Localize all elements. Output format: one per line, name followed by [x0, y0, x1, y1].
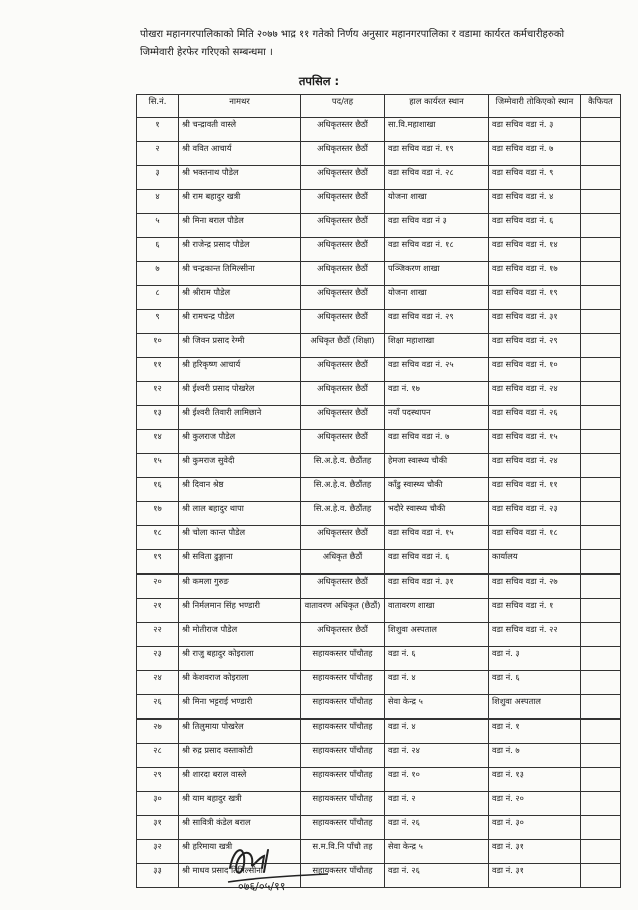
cell-post: अधिकृतस्तर छैठौं [301, 526, 385, 550]
cell-post: सहायकस्तर पाँचौतह [301, 816, 385, 840]
cell-assigned-place: वडा सचिव वडा नं. २७ [489, 574, 581, 599]
col-header-name: नामथर [179, 95, 301, 118]
cell-name: श्री माधव प्रसाद तिमिल्सीना [179, 864, 301, 888]
cell-name: श्री चोला कान्त पौडेल [179, 526, 301, 550]
cell-sn: ३ [137, 166, 179, 190]
cell-sn: २० [137, 574, 179, 599]
table-row [137, 286, 621, 310]
cell-assigned-place: वडा सचिव वडा नं. ११ [489, 478, 581, 502]
cell-assigned-place: वडा सचिव वडा नं. १ [489, 599, 581, 623]
cell-name: श्री दिवान श्रेष्ठ [179, 478, 301, 502]
cell-sn: ७ [137, 262, 179, 286]
cell-current-place: काँडु स्वास्थ्य चौकी [385, 478, 489, 502]
signature-date: ०७६/०५/११ [238, 880, 286, 892]
cell-current-place: पञ्जिकरण शाखा [385, 262, 489, 286]
cell-assigned-place: वडा नं. ७ [489, 744, 581, 768]
cell-post: सि.अ.हे.व. छैठौंतह [301, 454, 385, 478]
cell-sn: ३३ [137, 864, 179, 888]
cell-assigned-place: वडा सचिव वडा नं. ९ [489, 166, 581, 190]
cell-post: अधिकृतस्तर छैठौं [301, 358, 385, 382]
table-row [137, 406, 621, 430]
cell-post: सहायकस्तर पाँचौतह [301, 768, 385, 792]
cell-sn: २८ [137, 744, 179, 768]
cell-post: अधिकृतस्तर छैठौं [301, 238, 385, 262]
cell-current-place: वडा नं. २४ [385, 744, 489, 768]
cell-remarks [581, 142, 621, 166]
cell-post: अधिकृत छैठौं (शिक्षा) [301, 334, 385, 358]
cell-assigned-place: वडा नं. ३ [489, 647, 581, 671]
cell-current-place: वडा सचिव वडा नं. ३१ [385, 574, 489, 599]
table-row [137, 358, 621, 382]
cell-assigned-place: वडा सचिव वडा नं. १८ [489, 526, 581, 550]
cell-current-place: सेवा केन्द्र ५ [385, 695, 489, 720]
cell-post: अधिकृतस्तर छैठौं [301, 118, 385, 142]
cell-assigned-place: कार्यालय [489, 550, 581, 575]
table-row [137, 334, 621, 358]
table-row [137, 671, 621, 695]
cell-post: सहायकस्तर पाँचौतह [301, 719, 385, 744]
table-row [137, 840, 621, 864]
cell-sn: १५ [137, 454, 179, 478]
cell-remarks [581, 647, 621, 671]
cell-remarks [581, 864, 621, 888]
cell-current-place: सेवा केन्द्र ५ [385, 840, 489, 864]
cell-assigned-place: वडा नं. ३० [489, 816, 581, 840]
cell-sn: १९ [137, 550, 179, 575]
cell-post: सहायकस्तर पाँचौतह [301, 864, 385, 888]
cell-sn: ८ [137, 286, 179, 310]
cell-assigned-place: वडा सचिव वडा नं. २४ [489, 382, 581, 406]
cell-name: श्री मोतीराज पौडेल [179, 623, 301, 647]
cell-remarks [581, 406, 621, 430]
cell-current-place: वडा नं. २ [385, 792, 489, 816]
cell-assigned-place: वडा सचिव वडा नं. ३ [489, 118, 581, 142]
table-row [137, 550, 621, 575]
intro-text: पोखरा महानगरपालिकाको मिति २०७७ भाद्र ११ गतेको निर्णय अनुसार महानगरपालिका र वडामा कार्यरत कर्मचारीहरुको जिम्मेवारी हेरफेर गरिएको सम्बन्धमा । [140, 29, 565, 58]
cell-assigned-place: वडा सचिव वडा नं. २२ [489, 623, 581, 647]
table-row [137, 214, 621, 238]
table-row [137, 623, 621, 647]
col-header-current-place: हाल कार्यरत स्थान [385, 95, 489, 118]
table-row [137, 864, 621, 888]
table-row [137, 526, 621, 550]
table-row [137, 574, 621, 599]
cell-remarks [581, 190, 621, 214]
cell-name: श्री रुद्र प्रसाद वस्ताकोटी [179, 744, 301, 768]
cell-remarks [581, 502, 621, 526]
cell-name: श्री तिलुमाया पोखरेल [179, 719, 301, 744]
cell-remarks [581, 623, 621, 647]
cell-name: श्री केशवराज कोइराला [179, 671, 301, 695]
table-row [137, 768, 621, 792]
table-row [137, 744, 621, 768]
col-header-post: पद/तह [301, 95, 385, 118]
cell-current-place: नयाँ पदस्थापन [385, 406, 489, 430]
cell-current-place: वातावरण शाखा [385, 599, 489, 623]
cell-remarks [581, 310, 621, 334]
cell-post: अधिकृतस्तर छैठौं [301, 623, 385, 647]
cell-assigned-place: वडा सचिव वडा नं. १९ [489, 286, 581, 310]
cell-remarks [581, 334, 621, 358]
cell-name: श्री हरिमाया खत्री [179, 840, 301, 864]
cell-assigned-place: वडा सचिव वडा नं. २४ [489, 454, 581, 478]
cell-post: सहायकस्तर पाँचौतह [301, 647, 385, 671]
cell-current-place: वडा नं. ६ [385, 647, 489, 671]
cell-assigned-place: वडा नं. ३१ [489, 840, 581, 864]
section-heading: तपसिल : [298, 74, 340, 88]
cell-name: श्री याम बहादुर खत्री [179, 792, 301, 816]
cell-post: सहायकस्तर पाँचौतह [301, 671, 385, 695]
cell-name: श्री राजु बहादुर कोइराला [179, 647, 301, 671]
cell-current-place: वडा सचिव वडा नं. १९ [385, 142, 489, 166]
cell-sn: २७ [137, 719, 179, 744]
cell-post: सि.अ.हे.व. छैठौंतह [301, 478, 385, 502]
cell-assigned-place: वडा सचिव वडा नं. ३१ [489, 310, 581, 334]
cell-name: श्री रामचन्द्र पौडेल [179, 310, 301, 334]
cell-post: सहायकस्तर पाँचौतह [301, 792, 385, 816]
cell-sn: ४ [137, 190, 179, 214]
cell-sn: १४ [137, 430, 179, 454]
cell-assigned-place: वडा नं. ३१ [489, 864, 581, 888]
cell-name: श्री सावित्री कंडेल बराल [179, 816, 301, 840]
cell-post: अधिकृतस्तर छैठौं [301, 574, 385, 599]
table-row [137, 118, 621, 142]
table-row [137, 816, 621, 840]
cell-name: श्री निर्मलमान सिंह भण्डारी [179, 599, 301, 623]
cell-sn: १३ [137, 406, 179, 430]
cell-current-place: सा.वि.महाशाखा [385, 118, 489, 142]
table-row [137, 382, 621, 406]
cell-current-place: वडा सचिव वडा नं. १८ [385, 238, 489, 262]
cell-current-place: योजना शाखा [385, 286, 489, 310]
cell-assigned-place: वडा नं. २० [489, 792, 581, 816]
cell-remarks [581, 286, 621, 310]
cell-post: अधिकृतस्तर छैठौं [301, 214, 385, 238]
cell-assigned-place: वडा सचिव वडा नं. १७ [489, 262, 581, 286]
signature-mark [224, 838, 334, 892]
cell-sn: १० [137, 334, 179, 358]
cell-assigned-place: वडा नं. १ [489, 719, 581, 744]
cell-name: श्री मिना भट्टराई भण्डारी [179, 695, 301, 720]
cell-post: अधिकृतस्तर छैठौं [301, 406, 385, 430]
cell-current-place: वडा सचिव वडा नं. १५ [385, 526, 489, 550]
cell-current-place: वडा सचिव वडा नं. ६ [385, 550, 489, 575]
cell-assigned-place: वडा सचिव वडा नं. १५ [489, 430, 581, 454]
cell-assigned-place: वडा सचिव वडा नं. १४ [489, 238, 581, 262]
table-row [137, 430, 621, 454]
cell-name: श्री कुमराज सुवेदी [179, 454, 301, 478]
cell-assigned-place: वडा नं. ६ [489, 671, 581, 695]
cell-post: सहायकस्तर पाँचौतह [301, 744, 385, 768]
cell-sn: १२ [137, 382, 179, 406]
cell-current-place: वडा नं. २६ [385, 816, 489, 840]
cell-assigned-place: वडा सचिव वडा नं. १० [489, 358, 581, 382]
cell-remarks [581, 358, 621, 382]
cell-name: श्री भक्तनाथ पौडेल [179, 166, 301, 190]
cell-remarks [581, 118, 621, 142]
cell-sn: ११ [137, 358, 179, 382]
cell-name: श्री ईश्वरी तिवारी लामिछाने [179, 406, 301, 430]
cell-name: श्री राजेन्द्र प्रसाद पौडेल [179, 238, 301, 262]
col-header-remarks: कैफियत [581, 95, 621, 118]
cell-current-place: वडा नं. ४ [385, 671, 489, 695]
cell-current-place: वडा सचिव वडा नं. ७ [385, 430, 489, 454]
cell-current-place: वडा नं. २६ [385, 864, 489, 888]
cell-remarks [581, 262, 621, 286]
cell-name: श्री चन्द्रकान्त तिमिल्सीना [179, 262, 301, 286]
cell-sn: १७ [137, 502, 179, 526]
table-row [137, 238, 621, 262]
table-row [137, 142, 621, 166]
cell-assigned-place: वडा नं. १३ [489, 768, 581, 792]
cell-post: सहायकस्तर पाँचौतह [301, 695, 385, 720]
cell-remarks [581, 238, 621, 262]
cell-assigned-place: वडा सचिव वडा नं. २६ [489, 406, 581, 430]
cell-name: श्री कुलराज पौडेल [179, 430, 301, 454]
cell-sn: २४ [137, 671, 179, 695]
table-header-row [137, 95, 621, 118]
cell-assigned-place: वडा सचिव वडा नं. ४ [489, 190, 581, 214]
cell-sn: ६ [137, 238, 179, 262]
cell-remarks [581, 599, 621, 623]
cell-current-place: वडा नं. १० [385, 768, 489, 792]
cell-remarks [581, 816, 621, 840]
cell-post: अधिकृतस्तर छैठौं [301, 430, 385, 454]
table-row [137, 792, 621, 816]
cell-remarks [581, 454, 621, 478]
cell-post: अधिकृतस्तर छैठौं [301, 310, 385, 334]
cell-sn: ३१ [137, 816, 179, 840]
col-header-assigned-place: जिम्मेवारी तोकिएको स्थान [489, 95, 581, 118]
cell-name: श्री शारदा बराल वास्ले [179, 768, 301, 792]
table-row [137, 647, 621, 671]
cell-sn: १८ [137, 526, 179, 550]
cell-current-place: योजना शाखा [385, 190, 489, 214]
cell-current-place: शिक्षा महाशाखा [385, 334, 489, 358]
cell-name: श्री लाल बहादुर थापा [179, 502, 301, 526]
cell-remarks [581, 744, 621, 768]
cell-remarks [581, 526, 621, 550]
cell-sn: १६ [137, 478, 179, 502]
cell-remarks [581, 719, 621, 744]
cell-assigned-place: वडा सचिव वडा नं. २३ [489, 502, 581, 526]
cell-sn: २९ [137, 768, 179, 792]
table-row [137, 478, 621, 502]
cell-sn: ५ [137, 214, 179, 238]
cell-assigned-place: वडा सचिव वडा नं. २९ [489, 334, 581, 358]
cell-remarks [581, 840, 621, 864]
cell-assigned-place: शिशुवा अस्पताल [489, 695, 581, 720]
cell-remarks [581, 550, 621, 575]
cell-remarks [581, 768, 621, 792]
cell-name: श्री मिना बराल पौडेल [179, 214, 301, 238]
cell-name: श्री ईश्वरी प्रसाद पोखरेल [179, 382, 301, 406]
cell-sn: ३२ [137, 840, 179, 864]
cell-post: अधिकृतस्तर छैठौं [301, 382, 385, 406]
table-row [137, 190, 621, 214]
cell-post: अधिकृतस्तर छैठौं [301, 286, 385, 310]
table-row [137, 166, 621, 190]
cell-name: श्री हरिकृष्ण आचार्य [179, 358, 301, 382]
cell-post: अधिकृतस्तर छैठौं [301, 166, 385, 190]
cell-remarks [581, 430, 621, 454]
cell-sn: २ [137, 142, 179, 166]
cell-post: अधिकृतस्तर छैठौं [301, 142, 385, 166]
cell-remarks [581, 214, 621, 238]
cell-name: श्री सविता ढुङ्गाना [179, 550, 301, 575]
cell-name: श्री श्रीराम पौडेल [179, 286, 301, 310]
cell-current-place: वडा सचिव वडा नं. २५ [385, 358, 489, 382]
cell-post: अधिकृतस्तर छैठौं [301, 262, 385, 286]
col-header-sn: सि.नं. [137, 95, 179, 118]
cell-current-place: शिशुवा अस्पताल [385, 623, 489, 647]
table-body [137, 118, 621, 888]
cell-current-place: वडा सचिव वडा नं ३ [385, 214, 489, 238]
staff-assignment-table [136, 94, 621, 888]
cell-assigned-place: वडा सचिव वडा नं. ६ [489, 214, 581, 238]
table-row [137, 719, 621, 744]
cell-sn: १ [137, 118, 179, 142]
cell-sn: २२ [137, 623, 179, 647]
table-row [137, 262, 621, 286]
table-row [137, 599, 621, 623]
cell-current-place: वडा नं. १७ [385, 382, 489, 406]
cell-current-place: भदौरे स्वास्थ्य चौकी [385, 502, 489, 526]
table-row [137, 454, 621, 478]
table-row [137, 310, 621, 334]
cell-sn: २६ [137, 695, 179, 720]
cell-post: सि.अ.हे.व. छैठौंतह [301, 502, 385, 526]
cell-post: वातावरण अधिकृत (छैठौं) [301, 599, 385, 623]
cell-current-place: वडा सचिव वडा नं. २९ [385, 310, 489, 334]
cell-sn: ९ [137, 310, 179, 334]
cell-name: श्री राम बहादुर खत्री [179, 190, 301, 214]
cell-post: स.म.वि.नि पाँचौ तह [301, 840, 385, 864]
cell-name: श्री जिवन प्रसाद रेग्मी [179, 334, 301, 358]
cell-sn: २३ [137, 647, 179, 671]
cell-remarks [581, 695, 621, 720]
cell-remarks [581, 478, 621, 502]
cell-remarks [581, 792, 621, 816]
cell-current-place: वडा सचिव वडा नं. २८ [385, 166, 489, 190]
cell-sn: २१ [137, 599, 179, 623]
cell-name: श्री चन्द्रावती वास्ले [179, 118, 301, 142]
cell-remarks [581, 382, 621, 406]
cell-assigned-place: वडा सचिव वडा नं. ७ [489, 142, 581, 166]
cell-name: श्री ववित आचार्य [179, 142, 301, 166]
cell-sn: ३० [137, 792, 179, 816]
cell-current-place: हेमजा स्वास्थ्य चौकी [385, 454, 489, 478]
cell-remarks [581, 166, 621, 190]
cell-post: अधिकृत छैठौं [301, 550, 385, 575]
cell-current-place: वडा नं. ४ [385, 719, 489, 744]
cell-name: श्री कमला गुरुङ [179, 574, 301, 599]
cell-post: अधिकृतस्तर छैठौं [301, 190, 385, 214]
cell-remarks [581, 671, 621, 695]
table-row [137, 502, 621, 526]
cell-remarks [581, 574, 621, 599]
table-row [137, 695, 621, 720]
